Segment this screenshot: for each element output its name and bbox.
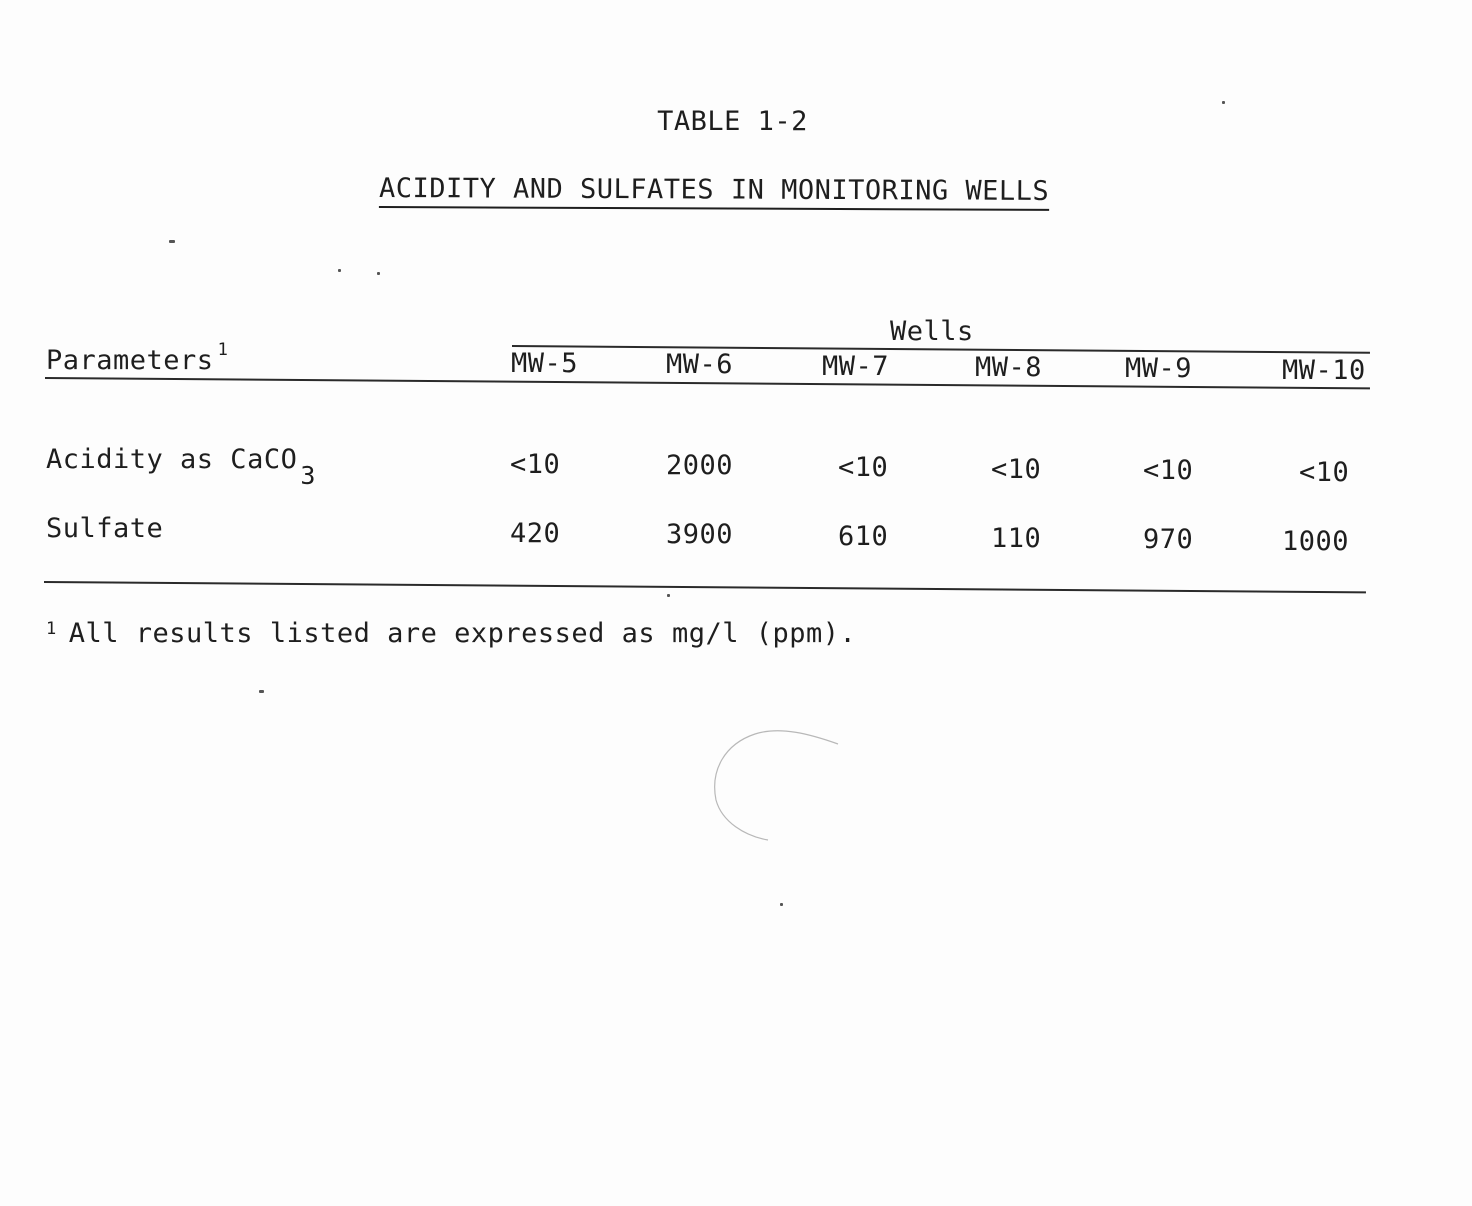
- wells-group-header: Wells: [890, 316, 974, 347]
- cell-acidity-mw9: <10: [1143, 455, 1194, 486]
- column-header-mw10: MW-10: [1282, 355, 1366, 386]
- footnote-mark: 1: [46, 619, 57, 639]
- scan-arc-mark: [700, 720, 850, 850]
- cell-sulfate-mw6: 3900: [666, 519, 734, 550]
- cell-acidity-mw10: <10: [1299, 457, 1350, 488]
- scan-speck: [1222, 101, 1225, 104]
- footnote-text: All results listed are expressed as mg/l (ppm).: [68, 618, 857, 649]
- parameters-footnote-mark: 1: [217, 340, 229, 360]
- scan-speck: [667, 594, 670, 597]
- row-label-sulfate-text: Sulfate: [46, 513, 164, 544]
- footnote: [46, 618, 856, 649]
- cell-acidity-mw7: <10: [838, 452, 889, 483]
- cell-acidity-mw6: 2000: [666, 450, 734, 481]
- cell-sulfate-mw7: 610: [838, 521, 889, 552]
- row-label-acidity-subscript: 3: [300, 461, 316, 490]
- table-title: ACIDITY AND SULFATES IN MONITORING WELLS: [378, 173, 1050, 207]
- cell-sulfate-mw10: 1000: [1282, 526, 1350, 557]
- table-number: TABLE 1-2: [657, 106, 808, 137]
- scan-speck: [377, 272, 380, 275]
- column-header-mw8: MW-8: [975, 352, 1043, 383]
- cell-sulfate-mw9: 970: [1143, 524, 1194, 555]
- row-label-acidity-text: Acidity as CaCO: [46, 444, 298, 475]
- cell-acidity-mw8: <10: [991, 454, 1042, 485]
- cell-acidity-mw5: <10: [510, 449, 561, 480]
- scan-speck: [259, 690, 264, 693]
- cell-sulfate-mw5: 420: [510, 518, 561, 549]
- scan-speck: [169, 240, 175, 243]
- parameters-header-label: Parameters: [46, 345, 214, 376]
- row-label-acidity: [46, 444, 316, 490]
- column-header-mw5: MW-5: [511, 348, 579, 379]
- cell-sulfate-mw8: 110: [991, 523, 1042, 554]
- scan-speck: [780, 903, 783, 906]
- column-header-mw7: MW-7: [822, 351, 890, 382]
- column-header-mw6: MW-6: [666, 349, 734, 380]
- parameters-header: [46, 340, 229, 376]
- table-bottom-rule: [44, 581, 1366, 593]
- row-label-sulfate: [46, 513, 163, 544]
- column-header-mw9: MW-9: [1125, 353, 1193, 384]
- scan-speck: [338, 269, 341, 272]
